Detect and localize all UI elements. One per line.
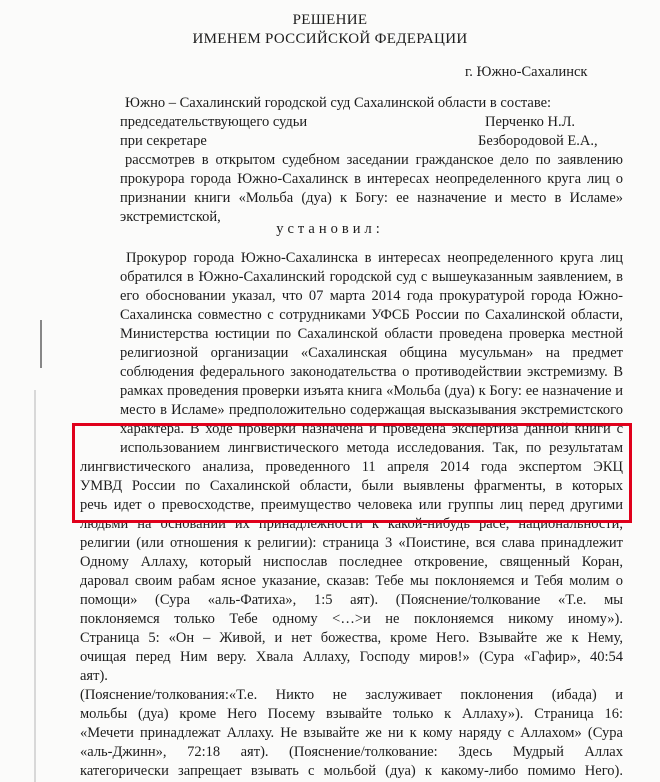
- judge-name: Перченко Н.Л.: [485, 114, 576, 130]
- body-line: даровал своим рабам ясное указание, сказав: Тебе мы поклоняемся и Тебя молим о: [80, 573, 623, 589]
- body-line: Одному Аллаху, который ниспослав последнее откровение, священный Коран,: [80, 554, 623, 570]
- intro-line: признании книги «Мольба (дуа) к Богу: ее назначение и место в Исламе»: [120, 190, 623, 206]
- court-line: Южно – Сахалинский городской суд Сахалинской области в составе:: [125, 95, 552, 111]
- body-line: людьми на основании их принадлежности к какой-нибудь расе, национальности,: [80, 516, 623, 532]
- body-line: «Мечети принадлежат Аллаху. Не взывайте же ни к кому наряду с Аллахом» (Сура: [80, 725, 623, 741]
- body-line: поклоняемся только Тебе одному <…>и не поклоняемся никому иному»).: [80, 611, 623, 627]
- body-line: помощи» (Сура «аль-Фатиха», 1:5 аят). (Пояснение/толкование «Т.е. мы: [80, 592, 623, 608]
- body-line: его обосновании указал, что 07 марта 2014 года прокуратурой города Южно-: [120, 288, 623, 304]
- secretary-name: Безбородовой Е.А.,: [478, 133, 598, 149]
- body-line: очищая перед Ним веру. Хвала Аллаху, Господу миров!» (Сура «Гафир», 40:54: [80, 649, 623, 665]
- body-line: речь идет о превосходстве, преимущество человека или группы лиц перед другими: [80, 497, 623, 513]
- body-line: Министерства юстиции по Сахалинской области проведена проверка местной: [120, 326, 623, 342]
- body-line: категорически запрещает взывать с мольбой (дуа) к какому-либо помимо Него).: [80, 763, 623, 779]
- body-line: мольбы (дуа) кроме Него Посему взывайте только к Аллаху»). Страница 16:: [80, 706, 623, 722]
- intro-line: рассмотрев в открытом судебном заседании гражданское дело по заявлению: [125, 152, 623, 168]
- body-line: религиозной организации «Сахалинская община мусульман» на предмет: [120, 345, 623, 361]
- body-line: Прокурор города Южно-Сахалинска в интересах неопределенного круга лиц: [126, 250, 623, 266]
- body-line: аят).: [80, 668, 108, 684]
- judge-role: председательствующего судьи: [120, 114, 308, 130]
- body-line: обратился в Южно-Сахалинский городской суд с вышеуказанным заявлением, в: [120, 269, 623, 285]
- intro-line: экстремистской,: [120, 209, 221, 225]
- document-title: РЕШЕНИЕ: [292, 12, 368, 28]
- body-line: характера. В ходе проверки назначена и проведена экспертиза данной книги с: [120, 421, 623, 437]
- body-line: соблюдения федерального законодательства о противодействии экстремизму. В: [120, 364, 623, 380]
- body-line: УМВД России по Сахалинской области, были выявлены фрагменты, в которых: [80, 478, 623, 494]
- established-heading: установил:: [276, 221, 384, 237]
- scan-edge-line: [34, 390, 36, 782]
- document-subtitle: ИМЕНЕМ РОССИЙСКОЙ ФЕДЕРАЦИИ: [192, 31, 468, 47]
- body-line: использованием лингвистического метода исследования. Так, по результатам: [120, 440, 623, 456]
- highlight-box: [72, 423, 632, 523]
- body-line: место в Исламе» предположительно содержащая высказывания экстремистского: [120, 402, 623, 418]
- body-line: (Пояснение/толкования:«Т.е. Никто не заслуживает поклонения (ибада) и: [80, 687, 623, 703]
- scan-edge-mark: [40, 320, 42, 368]
- body-line: религии (или отношения к религии): страница 3 «Поистине, вся слава принадлежит: [80, 535, 623, 551]
- body-line: Страница 5: «Он – Живой, и нет божества, кроме Него. Взывайте же к Нему,: [80, 630, 623, 646]
- intro-line: прокурора города Южно-Сахалинск в интересах неопределенного круга лиц о: [120, 171, 623, 187]
- body-line: «аль-Джинн», 72:18 аят). (Пояснение/толкование: Здесь Мудрый Аллах: [80, 744, 623, 760]
- body-line: рамках проведения проверки изъята книга «Мольба (дуа) к Богу: ее назначение и: [120, 383, 623, 399]
- city: г. Южно-Сахалинск: [465, 64, 588, 80]
- body-line: лингвистического анализа, проведенного 11 апреля 2014 года экспертом ЭКЦ: [80, 459, 623, 475]
- secretary-role: при секретаре: [120, 133, 207, 149]
- body-line: Сахалинска совместно с сотрудниками УФСБ России по Сахалинской области,: [120, 307, 623, 323]
